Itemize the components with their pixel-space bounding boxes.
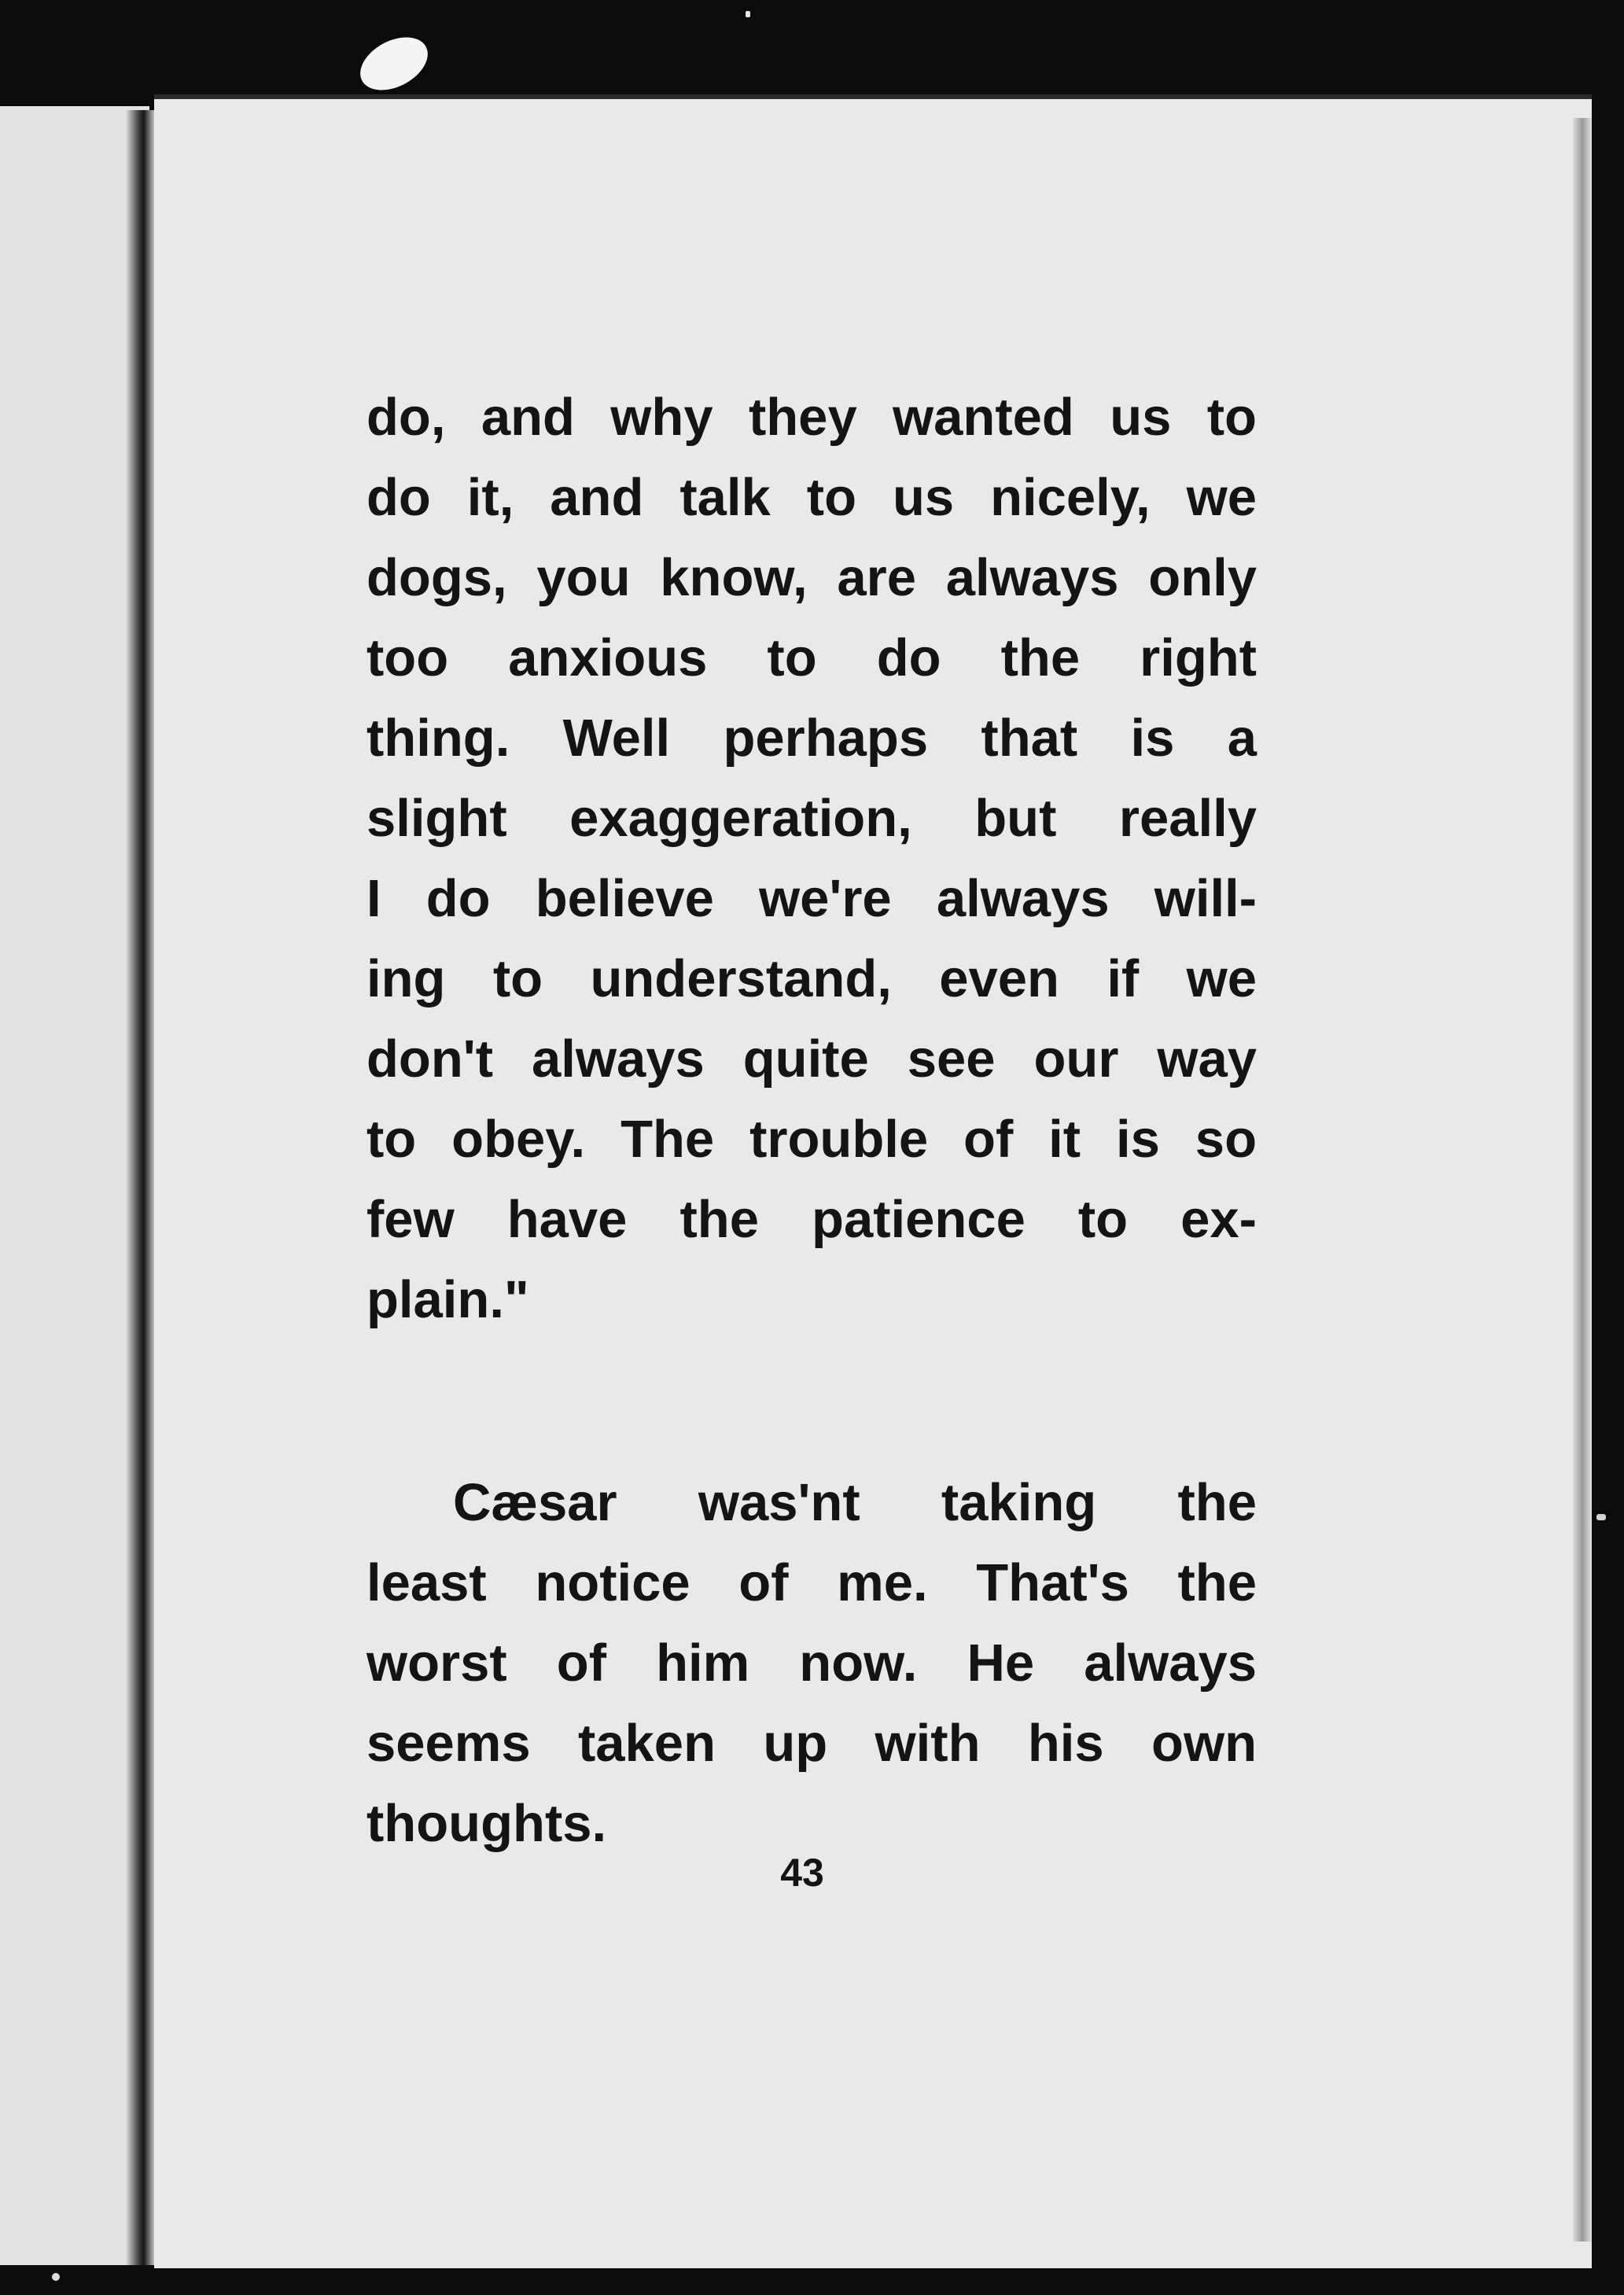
- scan-speck: [52, 2273, 60, 2281]
- paragraph-1: [366, 378, 1257, 1340]
- page-right-edge: [1573, 118, 1592, 2242]
- text-line: do it, and talk to us nicely, we: [366, 468, 1257, 527]
- text-line: dogs, you know, are always only: [366, 548, 1257, 607]
- text-line: do, and why they wanted us to: [366, 388, 1257, 447]
- text-line: seems taken up with his own: [366, 1714, 1257, 1773]
- scan-smudge: [352, 27, 436, 101]
- text-line: few have the patience to ex-: [366, 1190, 1257, 1249]
- text-line: I do believe we're always will-: [366, 869, 1257, 928]
- text-line: plain.": [366, 1270, 529, 1329]
- text-line: worst of him now. He always: [366, 1634, 1257, 1693]
- scan-speck: [746, 11, 750, 17]
- text-line: don't always quite see our way: [366, 1030, 1257, 1089]
- book-gutter: [126, 110, 156, 2265]
- scan-speck: [1596, 1514, 1606, 1520]
- paragraph-gap: [366, 1340, 1257, 1463]
- text-line: least notice of me. That's the: [366, 1553, 1257, 1612]
- text-line: to obey. The trouble of it is so: [366, 1110, 1257, 1169]
- text-line: thoughts.: [366, 1794, 607, 1853]
- text-line: slight exaggeration, but really: [366, 789, 1257, 848]
- page-body-text: [366, 378, 1257, 1864]
- text-line: ing to understand, even if we: [366, 949, 1257, 1008]
- text-line: thing. Well perhaps that is a: [366, 709, 1257, 768]
- paragraph-2: [366, 1463, 1257, 1864]
- page-number: 43: [780, 1851, 824, 1895]
- text-line: Cæsar was'nt taking the: [453, 1473, 1257, 1532]
- text-line: too anxious to do the right: [366, 628, 1257, 687]
